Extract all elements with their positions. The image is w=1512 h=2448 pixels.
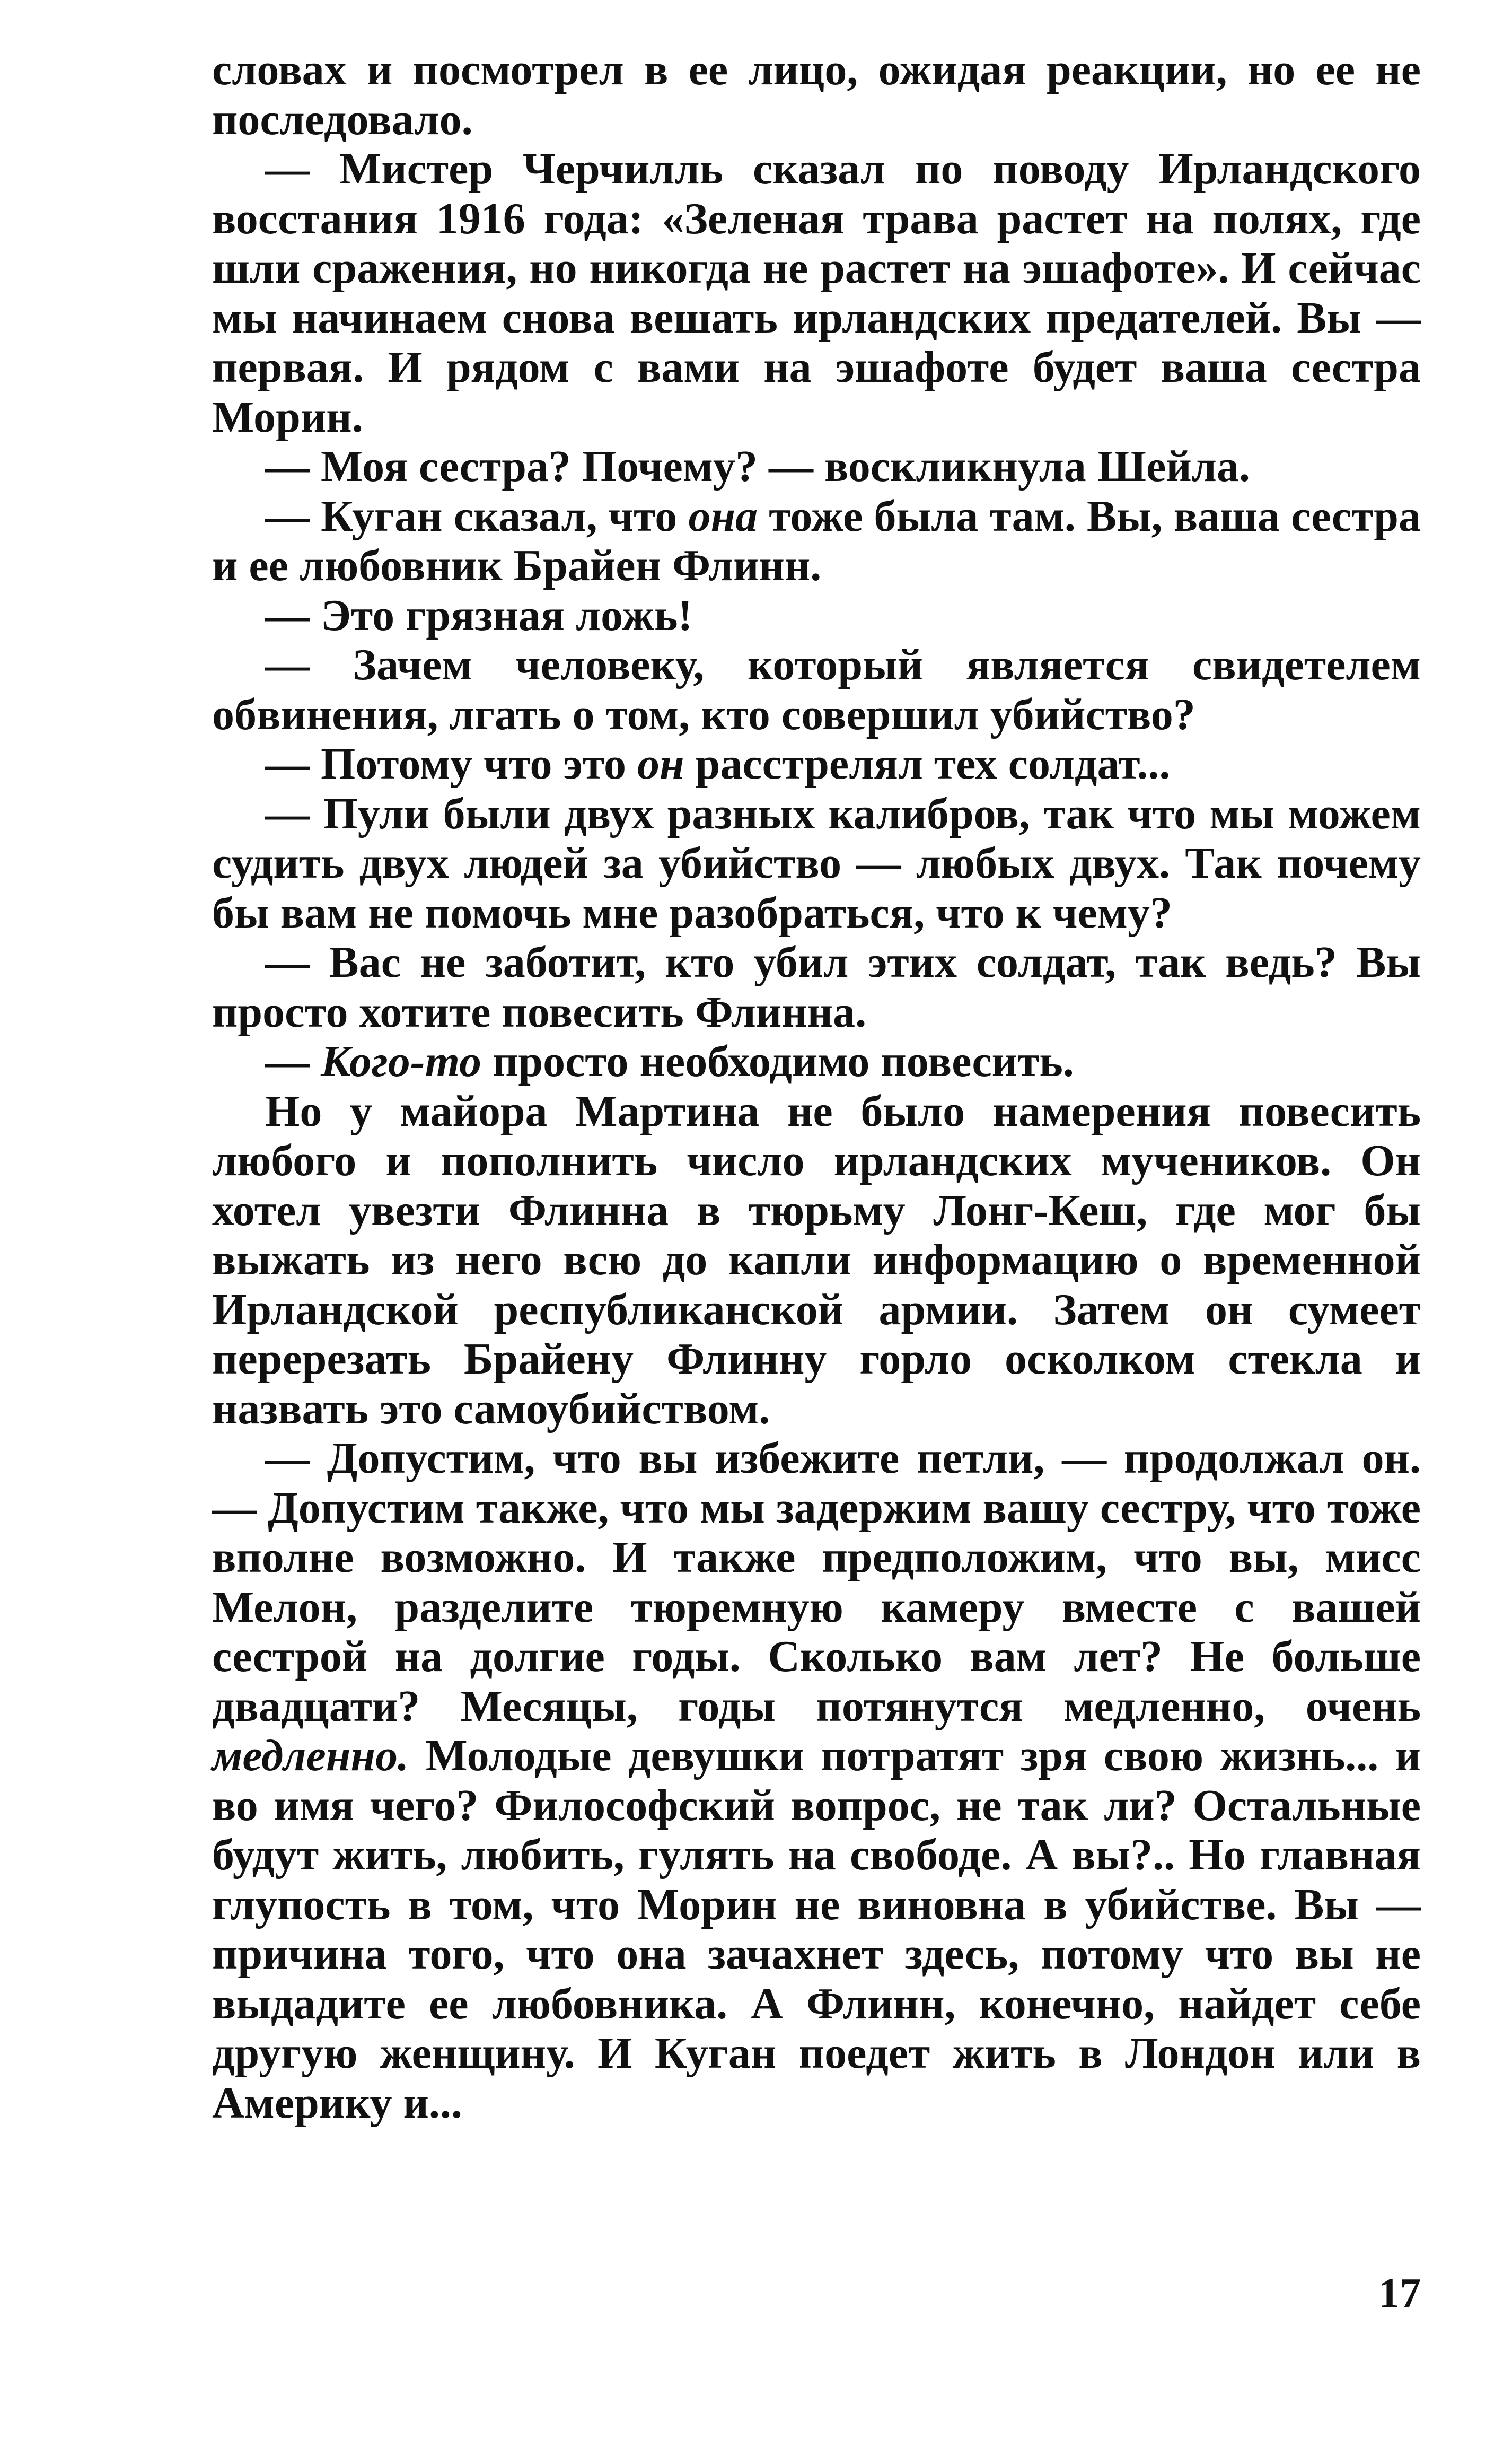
paragraph — [212, 1433, 1421, 2128]
text-run: — Вас не заботит, кто убил этих солдат, так ведь? Вы просто хотите повесить Флинна. — [212, 938, 1421, 1037]
paragraph — [212, 640, 1421, 739]
italic-text: она — [688, 491, 758, 541]
paragraph — [212, 492, 1421, 591]
paragraph — [212, 442, 1421, 492]
paragraph — [212, 591, 1421, 641]
text-run: Но у майора Мартина не было намерения повесить любого и пополнить число ирландских мучеников. Он хотел увезти Флинна в тюрьму Лонг-Кеш, где мог бы выжать из него всю до капли информацию о временной Ирландской республиканской армии. Затем он сумеет перерезать Брайену Флинну горло осколком стекла и назвать это самоубийством. — [212, 1086, 1421, 1433]
text-run: — Пули были двух разных калибров, так что мы можем судить двух людей за убийство — любых двух. Так почему бы вам не помочь мне разобраться, что к чему? — [212, 789, 1421, 938]
text-run: расстрелял тех солдат... — [684, 739, 1171, 789]
text-run: — Зачем человеку, который является свидетелем обвинения, лгать о том, кто совершил убийство? — [212, 640, 1421, 739]
paragraph — [212, 789, 1421, 938]
page-number: 17 — [1378, 2270, 1421, 2317]
text-run: — Потому что это — [265, 739, 637, 789]
text-run: — — [265, 1037, 321, 1086]
body-text — [212, 45, 1421, 2128]
paragraph — [212, 1087, 1421, 1434]
text-run: — Допустим, что вы избежите петли, — продолжал он. — Допустим также, что мы задержим вашу сестру, что тоже вполне возможно. И также предположим, что вы, мисс Мелон, разделите тюремную камеру вместе с вашей сестрой на долгие годы. Сколько вам лет? Не больше двадцати? Месяцы, годы потянутся медленно, очень — [212, 1433, 1421, 1731]
text-run: Молодые девушки потратят зря свою жизнь... и во имя чего? Философский вопрос, не так ли? Остальные будут жить, любить, гулять на свободе. А вы?.. Но главная глупость в том, что Морин не виновна в убийстве. Вы — причина того, что она зачахнет здесь, потому что вы не выдадите ее любовника. А Флинн, конечно, найдет себе другую женщину. И Куган поедет жить в Лондон или в Америку и... — [212, 1731, 1421, 2128]
paragraph — [212, 938, 1421, 1037]
text-run: тоже была там. Вы, ваша сестра и ее любовник Брайен Флинн. — [212, 491, 1421, 590]
italic-text: медленно. — [212, 1731, 409, 1780]
paragraph — [212, 1037, 1421, 1087]
italic-text: он — [637, 739, 684, 789]
text-run: — Куган сказал, что — [265, 491, 689, 541]
text-run: — Это грязная ложь! — [265, 590, 693, 640]
text-run: — Мистер Черчилль сказал по поводу Ирландского восстания 1916 года: «Зеленая трава растет на полях, где шли сражения, но никогда не растет на эшафоте». И сейчас мы начинаем снова вешать ирландских предателей. Вы — первая. И рядом с вами на эшафоте будет ваша сестра Морин. — [212, 144, 1421, 442]
text-run: — Моя сестра? Почему? — воскликнула Шейла. — [265, 442, 1250, 491]
text-run: просто необходимо повесить. — [481, 1037, 1074, 1086]
paragraph — [212, 739, 1421, 789]
paragraph — [212, 45, 1421, 144]
paragraph — [212, 144, 1421, 442]
italic-text: Кого-то — [321, 1037, 481, 1086]
text-run: словах и посмотрел в ее лицо, ожидая реакции, но ее не последовало. — [212, 45, 1421, 144]
